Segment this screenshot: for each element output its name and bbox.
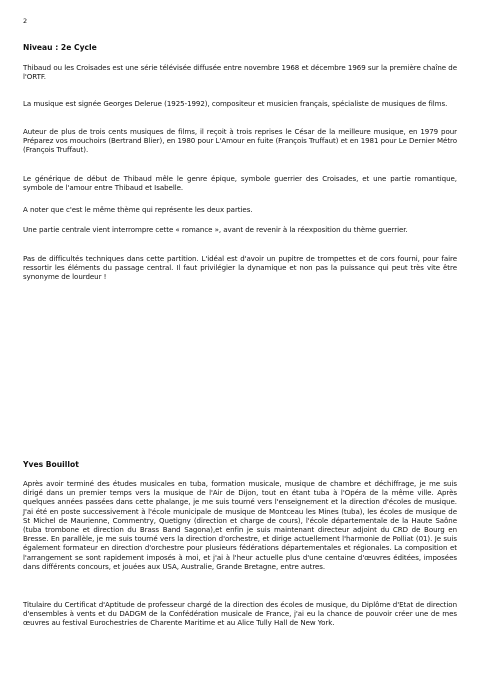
paragraph-theme: Le générique de début de Thibaud mêle le genre épique, symbole guerrier des Croisades, et une partie romantique, symbole de l'amour entre Thibaud et Isabelle. xyxy=(23,174,457,193)
author-heading: Yves Bouillot xyxy=(23,460,79,469)
paragraph-author-diplomas: Titulaire du Certificat d'Aptitude de professeur chargé de la direction des écoles de musique, du Diplôme d'Etat de direction d'ensembles à vents et du DADGM de la Confédération musicale de France, j'ai eu la chance de pouvoir créer une de mes œuvres au festival Eurochestries de Charente Maritime et au Alice Tully Hall de New York. xyxy=(23,600,457,628)
paragraph-composer: La musique est signée Georges Delerue (1925-1992), compositeur et musicien français, spécialiste de musiques de films. xyxy=(23,99,448,108)
page-number: 2 xyxy=(23,17,28,25)
paragraph-same-theme: A noter que c'est le même thème qui représente les deux parties. xyxy=(23,205,253,214)
paragraph-central-part: Une partie centrale vient interrompre cette « romance », avant de revenir à la réexposition du thème guerrier. xyxy=(23,225,408,234)
paragraph-author-bio: Après avoir terminé des études musicales en tuba, formation musicale, musique de chambre et déchiffrage, je me suis dirigé dans un premier temps vers la musique de l'Air de Dijon, tout en étant tuba à l'Opéra de la même ville. Après quelques années passées dans cette phalange, je me suis tourné vers l'enseignement et la direction d'écoles de musique. J'ai été en poste successivement à l'école municipale de musique de Montceau les Mines (tuba), les écoles de musique de St Michel de Maurienne, Commentry, Quetigny (direction et charge de cours), l'école départementale de la Haute Saône (tuba trombone et direction du Brass Band Sagona),et enfin je suis maintenant directeur adjoint du CRD de Bourg en Bresse. En parallèle, je me suis tourné vers la direction d'orchestre, et dirige actuellement l'harmonie de Polliat (01). Je suis également formateur en direction d'orchestre pour plusieurs fédérations départementales et régionales. La composition et l'arrangement se sont rapidement imposés à moi, et j'ai à l'heur actuelle plus d'une centaine d'œuvres éditées, imposées dans différents concours, et jouées aux USA, Australie, Grande Bretagne, entre autres. xyxy=(23,479,457,571)
paragraph-awards: Auteur de plus de trois cents musiques de films, il reçoit à trois reprises le César de la meilleure musique, en 1979 pour Préparez vos mouchoirs (Bertrand Blier), en 1980 pour L'Amour en fuite (François Truffaut) et en 1981 pour Le Dernier Métro (François Truffaut). xyxy=(23,127,457,155)
paragraph-series-intro: Thibaud ou les Croisades est une série télévisée diffusée entre novembre 1968 et décembre 1969 sur la première chaîne de l'ORTF. xyxy=(23,63,457,82)
level-heading: Niveau : 2e Cycle xyxy=(23,43,97,52)
paragraph-difficulties: Pas de difficultés techniques dans cette partition. L'idéal est d'avoir un pupitre de trompettes et de cors fourni, pour faire ressortir les éléments du passage central. Il faut privilégier la dynamique et non pas la puissance qui peut très vite être synonyme de lourdeur ! xyxy=(23,254,457,282)
